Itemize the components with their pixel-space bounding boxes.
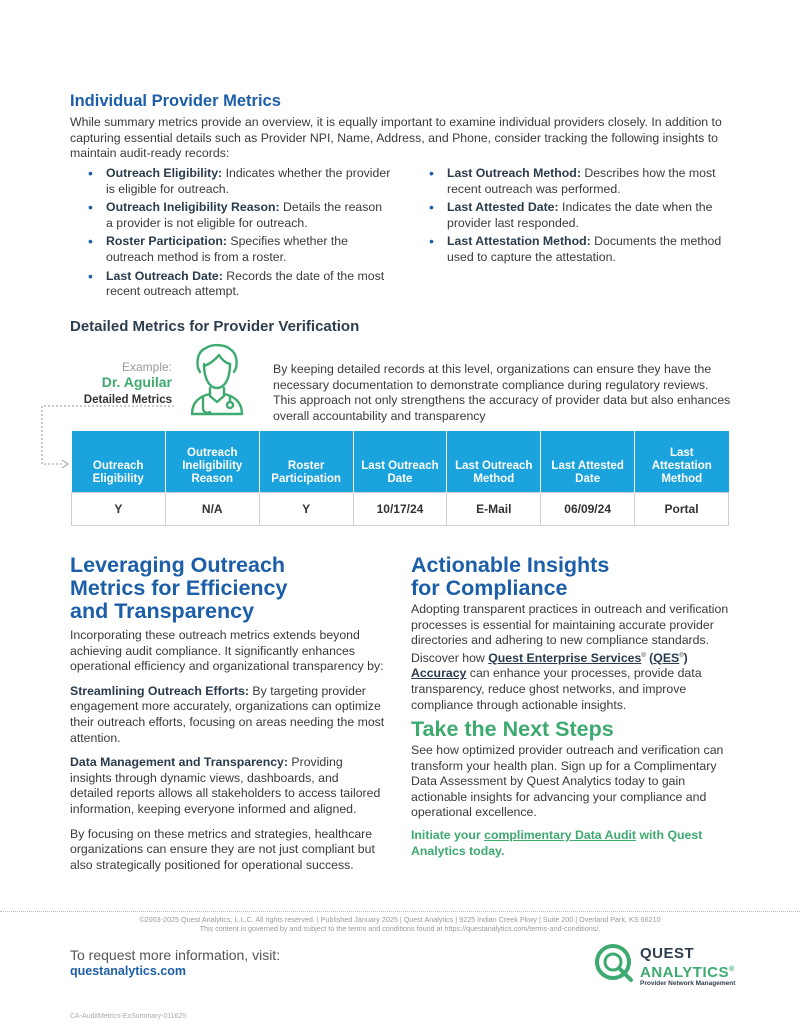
doctor-icon [186,342,248,418]
table-cell: Y [72,493,166,526]
table-row [72,493,729,526]
example-name: Dr. Aguilar [101,374,172,390]
left-column-title: Leveraging Outreach Metrics for Efficiency and Transparency [70,553,288,623]
column-header: Outreach Ineligibility Reason [165,431,259,493]
request-info-text: To request more information, visit: [70,947,281,963]
bullets-right [427,166,727,269]
section1-intro: While summary metrics provide an overview, it is equally important to examine individual providers closely. In addition to capturing essential details such as Provider NPI, Name, Address, and Phone, consider tracking the following insights to maintain audit-ready records: [70,115,722,161]
list-item: • Outreach Eligibility: Indicates whether the provider is eligible for outreach. [86,166,391,197]
column-header: Outreach Eligibility [72,431,166,493]
left-paragraph-1: Streamlining Outreach Efforts: By targeting provider engagement more accurately, organizations can optimize their outreach efforts, focusing on areas needing the most attention. [70,683,385,745]
footer-legal-line-2: This content is governed by and subject to the terms and conditions found at https://questanalytics.com/terms-and-conditions/. [199,924,601,933]
right-column-title: Actionable Insights for Compliance [411,553,610,600]
left-intro: Incorporating these outreach metrics extends beyond achieving audit compliance. It significantly enhances operational efficiency and organizational transparency by: [70,628,384,674]
list-item: • Last Outreach Date: Records the date of the most recent outreach attempt. [86,269,391,300]
list-item: • Last Attested Date: Indicates the date when the provider last responded. [427,200,727,231]
section-title-detailed-metrics: Detailed Metrics for Provider Verification [70,318,360,335]
section2-paragraph: By keeping detailed records at this level, organizations can ensure they have the necessary documentation to demonstrate compliance during regulatory reviews. This approach not only strengthens the accuracy of provider data but also enhances overall accountability and transparency [273,362,731,423]
table-cell: 06/09/24 [541,493,635,526]
section-title-individual-provider-metrics: Individual Provider Metrics [70,92,281,110]
column-header: Roster Participation [259,431,353,493]
table-cell: N/A [165,493,259,526]
table-cell: Y [259,493,353,526]
column-header: Last Attested Date [541,431,635,493]
footer-divider [0,911,800,912]
list-item: • Last Outreach Method: Describes how the most recent outreach was performed. [427,166,727,197]
bullets-left [86,166,391,303]
column-header: Last Attestation Method [635,431,729,493]
quest-enterprise-services-link[interactable]: Quest Enterprise Services [488,650,642,665]
example-block [70,360,172,408]
example-caption: Detailed Metrics [83,394,172,406]
example-label: Example: [121,360,172,374]
take-next-steps-title: Take the Next Steps [411,717,614,741]
complimentary-data-audit-link[interactable]: complimentary Data Audit [484,828,637,842]
website-link[interactable]: questanalytics.com [70,964,187,978]
right-paragraph-2: See how optimized provider outreach and verification can transform your health plan. Sign up for a Complimentary Data Assessment by Quest Analytics today to gain actionable insights for advancing your compliance and operational excellence. [411,743,724,820]
logo-mark-icon [593,942,635,984]
logo-word-analytics: ANALYTICS® [640,964,735,981]
qes-link[interactable]: QES [653,650,680,665]
cta-text: Initiate your complimentary Data Audit with Quest Analytics today. [411,828,703,858]
column-header: Last Outreach Date [353,431,447,493]
left-paragraph-2: Data Management and Transparency: Providing insights through dynamic views, dashboards, and detailed reports allows all stakeholders to access tailored information, keeping everyone informed and aligned. [70,755,381,816]
left-column-body [70,628,385,873]
table-cell: 10/17/24 [353,493,447,526]
table-cell: E-Mail [447,493,541,526]
logo-tagline: Provider Network Management [640,980,736,987]
table-cell: Portal [635,493,729,526]
list-item: • Last Attestation Method: Documents the method used to capture the attestation. [427,234,727,265]
document-code: CA-AuditMetrics-ExSummary-011625 [70,1013,187,1020]
footer-legal [60,915,740,933]
accuracy-link[interactable]: Accuracy [411,666,467,681]
list-item: • Outreach Ineligibility Reason: Details the reason a provider is not eligible for outreach. [86,200,391,231]
metrics-table [71,431,729,526]
table-header-row [72,431,729,493]
logo-word-quest: QUEST [640,945,695,962]
left-paragraph-3: By focusing on these metrics and strategies, healthcare organizations can ensure they are not just compliant but also strategically positioned for operational success. [70,826,375,872]
list-item: • Roster Participation: Specifies whether the outreach method is from a roster. [86,234,391,265]
footer-legal-line-1: ©2003-2025 Quest Analytics, L.L.C. All rights reserved. | Published January 2025 | Quest Analytics | 9225 Indian Creek Pkwy | Suite 200 | Overland Park, KS 66210 [139,915,661,924]
column-header: Last Outreach Method [447,431,541,493]
right-paragraph-1: Adopting transparent practices in outreach and verification processes is essential for maintaining accurate provider directories and adhering to new compliance standards. Discover how Quest Enterprise Services® (QES®) Accuracy can enhance your processes, provide data transparency, reduce ghost networks, and improve compliance through actionable insights. [411,602,729,712]
